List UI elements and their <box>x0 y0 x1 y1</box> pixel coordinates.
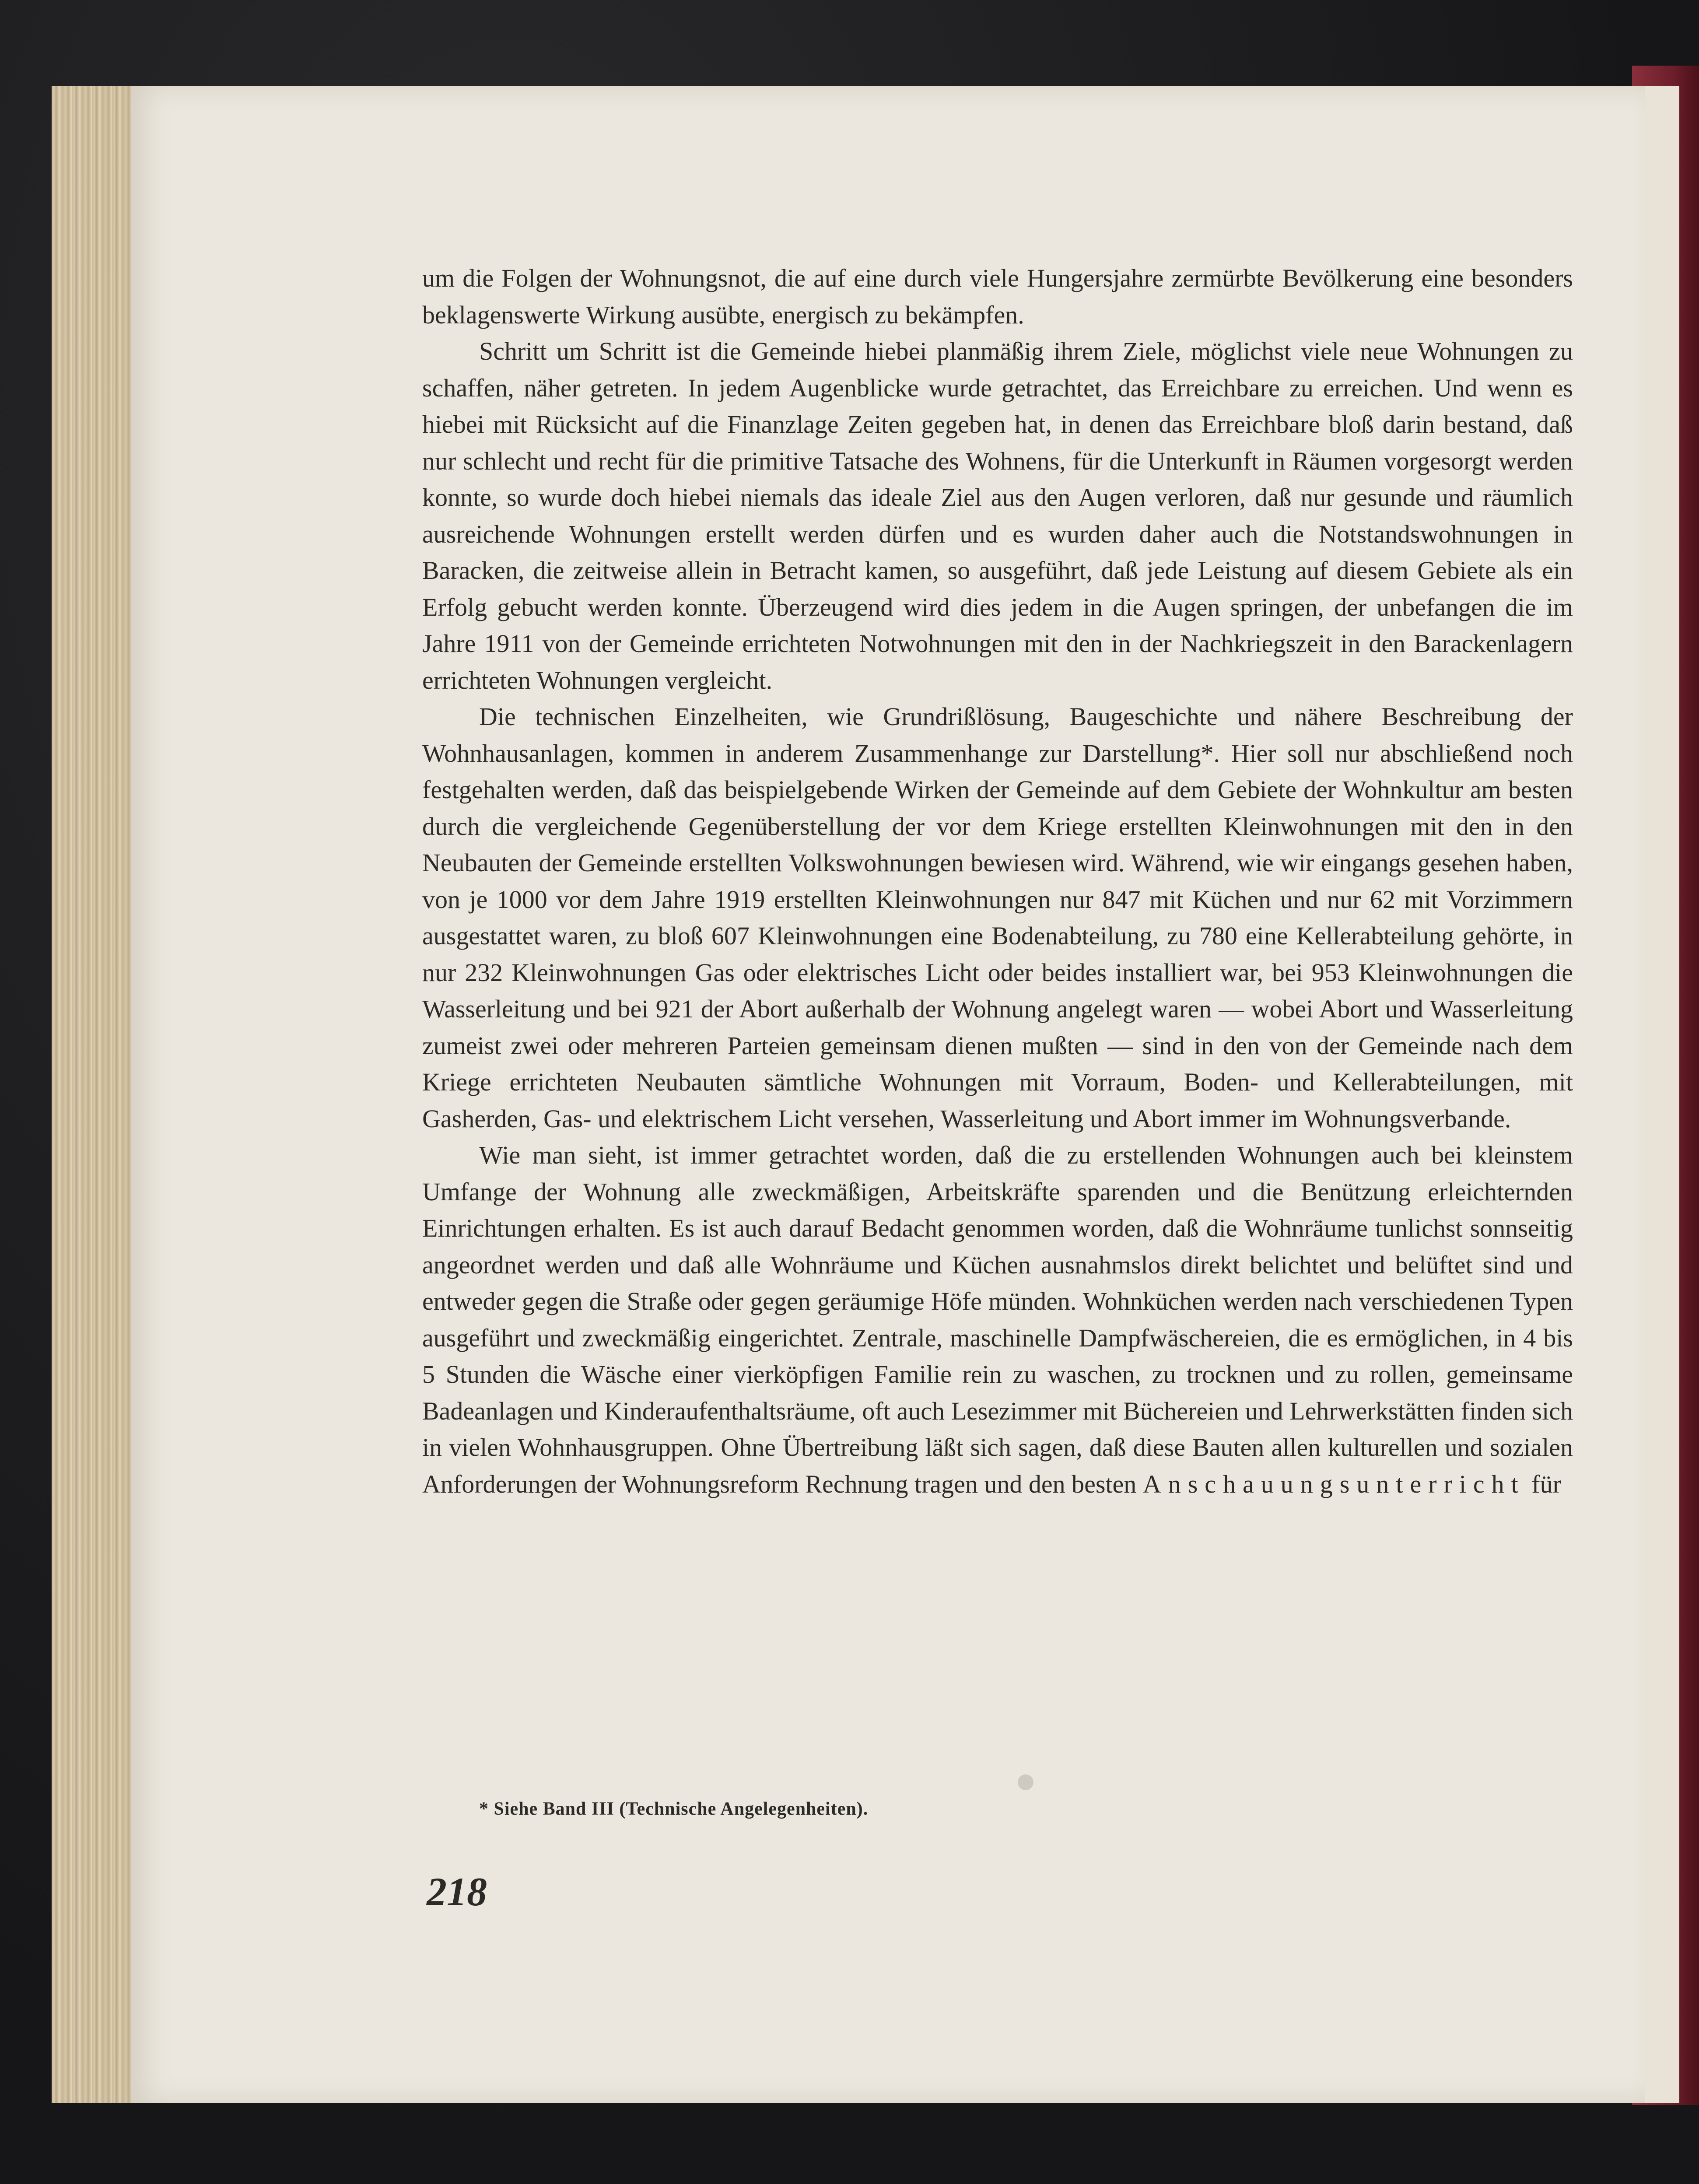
paragraph-4-main: Wie man sieht, ist immer getrachtet worden, daß die zu erstellenden Wohnungen auch bei kleinstem Umfange der Wohnung alle zweckmäßigen, Arbeitskräfte sparenden und die Benützung erleichternden Einrichtungen erhalten. Es ist auch darauf Bedacht genommen worden, daß die Wohnräume tunlichst sonnseitig angeordnet werden und daß alle Wohnräume und Küchen ausnahmslos direkt belichtet und belüftet sind und entweder gegen die Straße oder gegen geräumige Höfe münden. Wohnküchen werden nach verschiedenen Typen ausgeführt und zweckmäßig eingerichtet. Zentrale, maschinelle Dampfwäschereien, die es ermöglichen, in 4 bis 5 Stunden die Wäsche einer vierköpfigen Familie rein zu waschen, zu trocknen und zu rollen, gemeinsame Badeanlagen und Kinderaufenthaltsräume, oft auch Lesezimmer mit Büchereien und Lehrwerkstätten finden sich in vielen Wohnhausgruppen. Ohne Übertreibung läßt sich sagen, daß diese Bauten allen kulturellen und sozialen Anforderungen der Wohnungsreform Rechnung tragen und den besten <box>422 1141 1573 1498</box>
paragraph-4 <box>422 1137 1573 1502</box>
spaced-word: Anschauungsunterricht <box>1142 1469 1525 1498</box>
footnote: * Siehe Band III (Technische Angelegenheiten). <box>479 1799 869 1819</box>
paragraph-1: um die Folgen der Wohnungsnot, die auf eine durch viele Hungersjahre zermürbte Bevölkerung eine besonders beklagenswerte Wirkung ausübte, energisch zu bekämpfen. <box>422 264 1573 329</box>
paragraph-2: Schritt um Schritt ist die Gemeinde hiebei planmäßig ihrem Ziele, möglichst viele neue Wohnungen zu schaffen, näher getreten. In jedem Augenblicke wurde getrachtet, das Erreichbare zu erreichen. Und wenn es hiebei mit Rücksicht auf die Finanzlage Zeiten gegeben hat, in denen das Erreichbare bloß darin bestand, daß nur schlecht und recht für die primitive Tatsache des Wohnens, für die Unterkunft in Räumen vorgesorgt werden konnte, so wurde doch hiebei niemals das ideale Ziel aus den Augen verloren, daß nur gesunde und räumlich ausreichende Wohnungen erstellt werden dürfen und es wurden daher auch die Notstandswohnungen in Baracken, die zeitweise allein in Betracht kamen, so ausgeführt, daß jede Leistung auf diesem Gebiete als ein Erfolg gebucht werden konnte. Überzeugend wird dies jedem in die Augen springen, der unbefangen die im Jahre 1911 von der Gemeinde errichteten Notwohnungen mit den in der Nachkriegszeit in den Barackenlagern errichteten Wohnungen vergleicht. <box>422 337 1573 694</box>
body-text <box>422 260 1573 1502</box>
paragraph-4-end: für <box>1531 1469 1561 1498</box>
paragraph-3: Die technischen Einzelheiten, wie Grundrißlösung, Baugeschichte und nähere Beschreibung der Wohnhausanlagen, kommen in anderem Zusammenhange zur Darstellung*. Hier soll nur abschließend noch festgehalten werden, daß das beispielgebende Wirken der Gemeinde auf dem Gebiete der Wohnkultur am besten durch die vergleichende Gegenüberstellung der vor dem Kriege erstellten Kleinwohnungen mit den in den Neubauten der Gemeinde erstellten Volkswohnungen bewiesen wird. Während, wie wir eingangs gesehen haben, von je 1000 vor dem Jahre 1919 erstellten Kleinwohnungen nur 847 mit Küchen und nur 62 mit Vorzimmern ausgestattet waren, zu bloß 607 Kleinwohnungen eine Bodenabteilung, zu 780 eine Kellerabteilung gehörte, in nur 232 Kleinwohnungen Gas oder elektrisches Licht oder beides installiert war, bei 953 Kleinwohnungen die Wasserleitung und bei 921 der Abort außerhalb der Wohnung angelegt waren — wobei Abort und Wasserleitung zumeist zwei oder mehreren Parteien gemeinsam dienen mußten — sind in den von der Gemeinde nach dem Kriege errichteten Neubauten sämtliche Wohnungen mit Vorraum, Boden- und Kellerabteilungen, mit Gasherden, Gas- und elektrischem Licht versehen, Wasserleitung und Abort immer im Wohnungsverbande. <box>422 702 1573 1133</box>
page-number: 218 <box>427 1869 487 1914</box>
paper-spot <box>1018 1774 1033 1790</box>
